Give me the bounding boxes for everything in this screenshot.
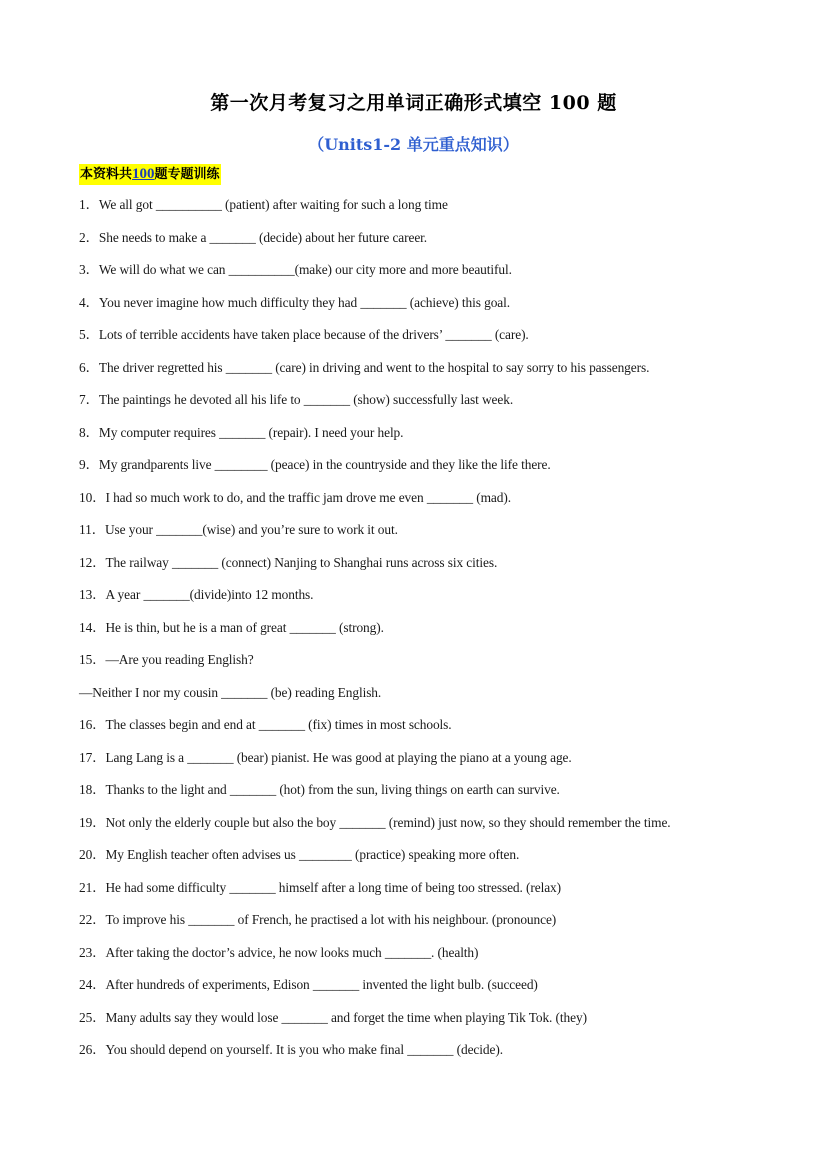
- note-count: 100: [132, 166, 155, 182]
- question-item: 7．The paintings he devoted all his life to _______ (show) successfully last week.: [79, 392, 514, 407]
- note-suffix: 题专题训练: [154, 167, 220, 182]
- question-item: 9．My grandparents live ________ (peace) in the countryside and they like the life there.: [79, 457, 551, 472]
- question-item: 16．The classes begin and end at _______ (fix) times in most schools.: [79, 717, 452, 732]
- question-item: 18．Thanks to the light and _______ (hot) from the sun, living things on earth can survive.: [79, 782, 560, 797]
- question-list: [79, 193, 779, 1071]
- question-item: 10．I had so much work to do, and the traffic jam drove me even _______ (mad).: [79, 489, 511, 505]
- page-title: 第一次月考复习之用单词正确形式填空 100 题: [210, 92, 617, 114]
- question-item: 21．He had some difficulty _______ himself after a long time of being too stressed. (relax): [79, 879, 561, 895]
- question-item: 8．My computer requires _______ (repair). I need your help.: [79, 424, 404, 440]
- question-item: 1．We all got __________ (patient) after waiting for such a long time: [79, 197, 448, 212]
- question-item: 3．We will do what we can __________(make) our city more and more beautiful.: [79, 262, 512, 277]
- question-item: 23．After taking the doctor’s advice, he now looks much _______. (health): [79, 944, 479, 960]
- question-item: 15．—Are you reading English?: [79, 652, 254, 667]
- question-item: 17．Lang Lang is a _______ (bear) pianist. He was good at playing the piano at a young age.: [79, 749, 572, 765]
- question-item: 4．You never imagine how much difficulty they had _______ (achieve) this goal.: [79, 294, 511, 310]
- page-subtitle: （Units1-2 单元重点知识）: [308, 135, 519, 154]
- question-item: —Neither I nor my cousin _______ (be) reading English.: [79, 684, 382, 700]
- question-item: 12．The railway _______ (connect) Nanjing to Shanghai runs across six cities.: [79, 554, 498, 570]
- question-item: 14．He is thin, but he is a man of great _______ (strong).: [79, 619, 384, 635]
- highlighted-note: [79, 164, 221, 185]
- question-item: 5．Lots of terrible accidents have taken place because of the drivers’ _______ (care).: [79, 327, 529, 342]
- question-item: 13．A year _______(divide)into 12 months.: [79, 587, 314, 602]
- question-item: 26．You should depend on yourself. It is you who make final _______ (decide).: [79, 1042, 503, 1057]
- question-item: 6．The driver regretted his _______ (care) in driving and went to the hospital to say sorry to his passengers.: [79, 359, 650, 375]
- question-item: 22．To improve his _______ of French, he practised a lot with his neighbour. (pronounce): [79, 912, 557, 927]
- question-item: 24．After hundreds of experiments, Edison _______ invented the light bulb. (succeed): [79, 977, 538, 992]
- question-item: 2．She needs to make a _______ (decide) about her future career.: [79, 229, 428, 245]
- note-prefix: 本资料共: [80, 167, 133, 182]
- question-item: 19．Not only the elderly couple but also the boy _______ (remind) just now, so they should remember the time.: [79, 814, 671, 830]
- question-item: 20．My English teacher often advises us ________ (practice) speaking more often.: [79, 847, 520, 862]
- question-item: 11．Use your _______(wise) and you’re sure to work it out.: [79, 522, 398, 537]
- question-item: 25．Many adults say they would lose _______ and forget the time when playing Tik Tok. (they): [79, 1009, 587, 1025]
